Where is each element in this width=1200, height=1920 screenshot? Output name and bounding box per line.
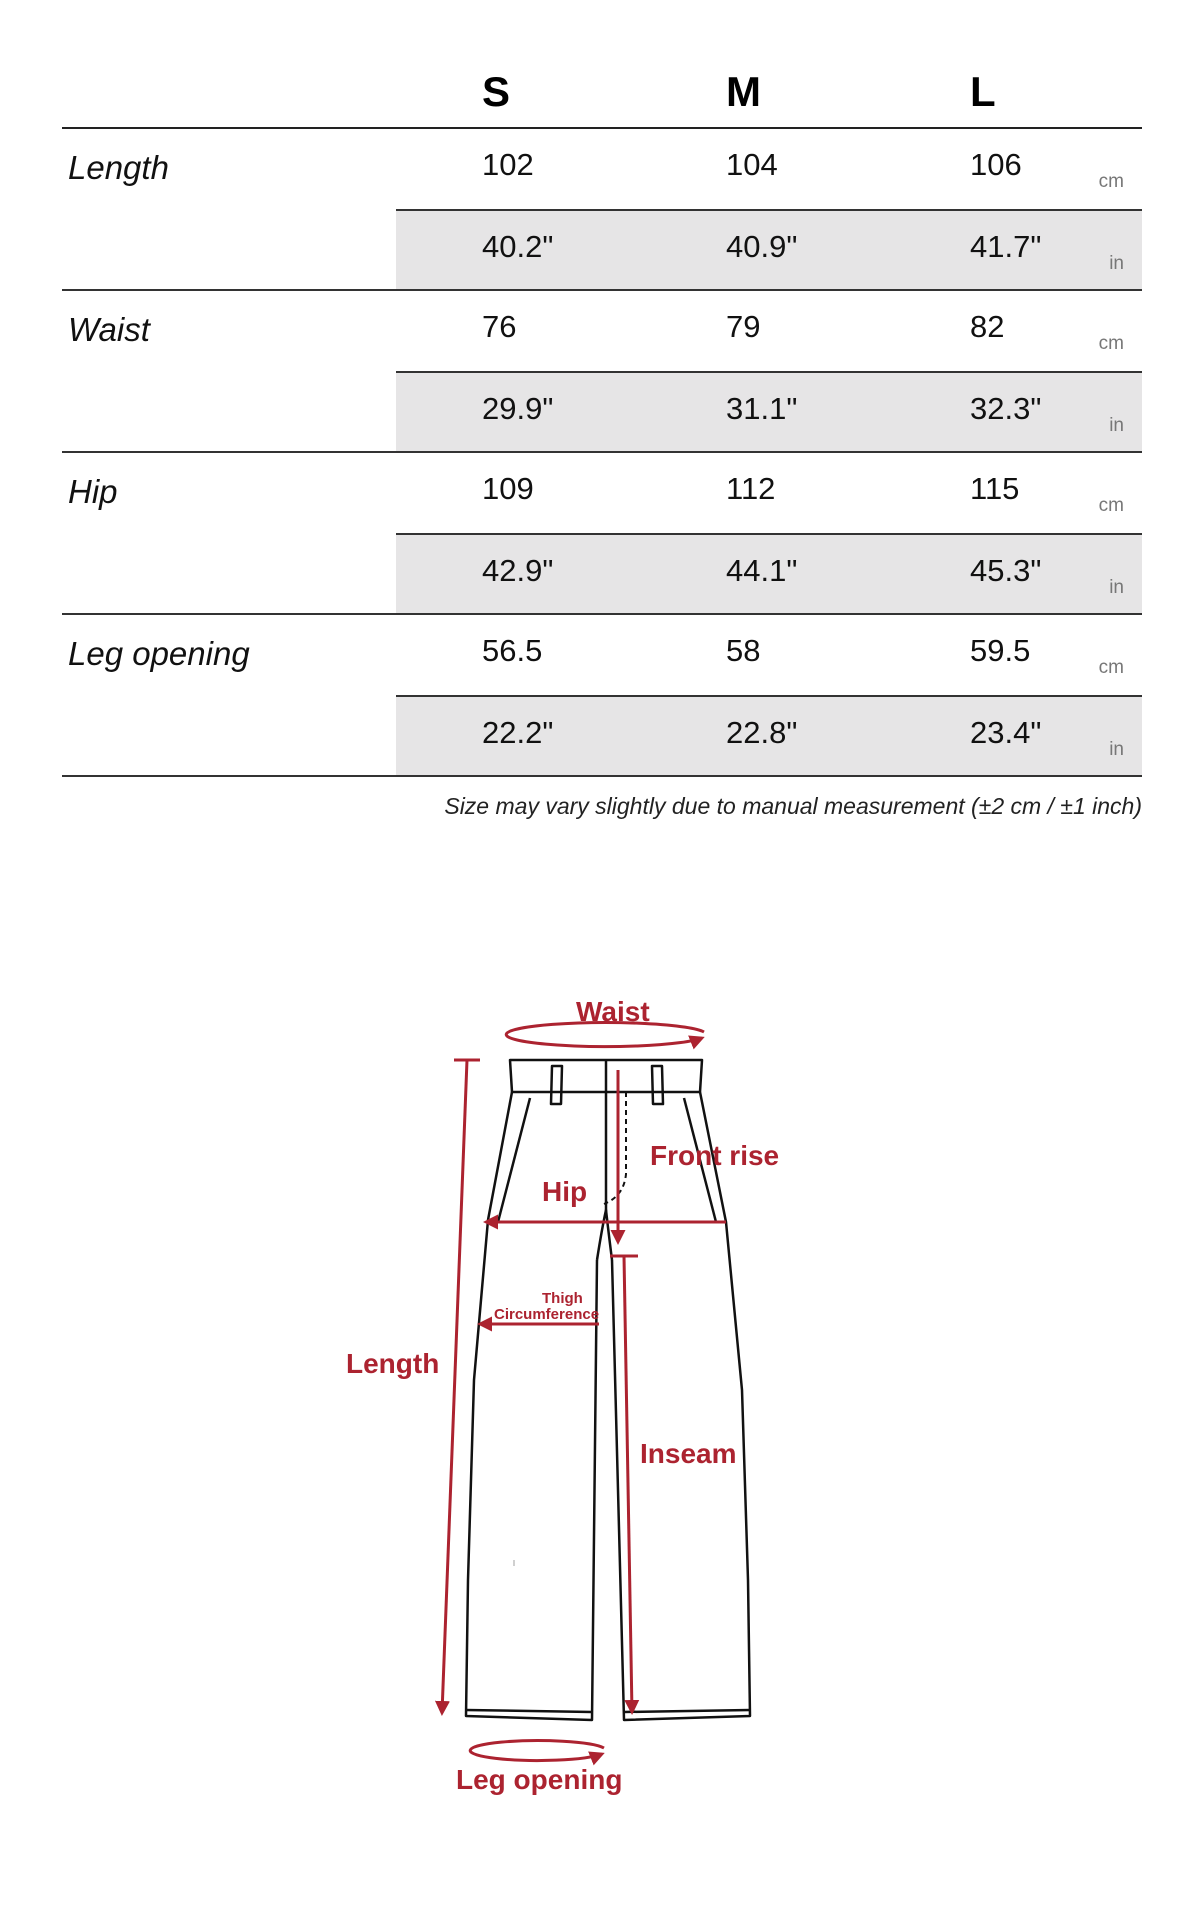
unit-in: in (1109, 415, 1124, 436)
unit-in: in (1109, 577, 1124, 598)
label-front-rise: Front rise (650, 1140, 780, 1171)
length-in-row (396, 211, 1142, 291)
length-in-s: 40.2" (482, 229, 554, 264)
row-group-waist (62, 291, 1142, 453)
size-header-row (62, 60, 1142, 128)
pocket-left (498, 1098, 530, 1222)
unit-cm: cm (1098, 171, 1124, 192)
label-inseam: Inseam (640, 1438, 737, 1469)
leg-opening-in-row (396, 697, 1142, 777)
measure-label-hip: Hip (68, 473, 118, 510)
hip-in-s: 42.9" (482, 553, 554, 588)
unit-in: in (1109, 739, 1124, 760)
leg-opening-cm-m: 58 (726, 633, 761, 668)
leg-opening-in-s: 22.2" (482, 715, 554, 750)
hem-right (624, 1710, 750, 1712)
hip-cm-row (396, 453, 1142, 533)
waist-in-row (396, 373, 1142, 453)
measurement-lines (442, 1023, 726, 1761)
row-group-hip (62, 453, 1142, 615)
leg-opening-cm-s: 56.5 (482, 633, 543, 668)
leg-opening-in-l: 23.4" (970, 715, 1042, 750)
row-group-length (62, 129, 1142, 291)
length-cm-s: 102 (482, 147, 534, 182)
waist-in-s: 29.9" (482, 391, 554, 426)
crotch (597, 1210, 612, 1260)
label-waist: Waist (576, 996, 650, 1027)
measure-label-leg-opening: Leg opening (68, 635, 250, 672)
waist-cm-row (396, 291, 1142, 371)
waist-in-l: 32.3" (970, 391, 1042, 426)
label-leg-opening: Leg opening (456, 1764, 623, 1795)
waist-cm-s: 76 (482, 309, 517, 344)
measure-label-waist: Waist (68, 311, 150, 348)
unit-in: in (1109, 253, 1124, 274)
size-header-m: M (726, 68, 761, 115)
leg-opening-measure (470, 1741, 604, 1761)
right-leg (612, 1092, 750, 1720)
pants-measurement-diagram (300, 960, 860, 1800)
hip-in-l: 45.3" (970, 553, 1042, 588)
leg-opening-cm-row (396, 615, 1142, 695)
length-in-m: 40.9" (726, 229, 798, 264)
label-circumference: Circumference (494, 1306, 600, 1323)
fly-stitch (604, 1092, 626, 1204)
waist-in-m: 31.1" (726, 391, 798, 426)
measurement-note: Size may vary slightly due to manual measurement (±2 cm / ±1 inch) (444, 793, 1142, 819)
waist-cm-m: 79 (726, 309, 761, 344)
hip-cm-l: 115 (970, 471, 1020, 506)
hem-left (466, 1710, 592, 1712)
label-length: Length (346, 1348, 440, 1379)
label-hip: Hip (542, 1176, 588, 1207)
length-cm-row (396, 129, 1142, 209)
measure-label-length: Length (68, 149, 169, 186)
hip-in-row (396, 535, 1142, 615)
length-in-l: 41.7" (970, 229, 1042, 264)
size-header-l: L (970, 68, 996, 115)
length-cm-m: 104 (726, 147, 778, 182)
hip-in-m: 44.1" (726, 553, 798, 588)
inseam-measure (624, 1256, 632, 1712)
hip-cm-s: 109 (482, 471, 534, 506)
length-measure (442, 1060, 467, 1713)
belt-loop-right (652, 1066, 663, 1104)
size-header-s: S (482, 68, 511, 115)
leg-opening-cm-l: 59.5 (970, 633, 1031, 668)
leg-opening-in-m: 22.8" (726, 715, 798, 750)
size-table (62, 0, 1142, 819)
hip-cm-m: 112 (726, 471, 776, 506)
label-thigh: Thigh (542, 1290, 583, 1307)
unit-cm: cm (1098, 333, 1124, 354)
length-cm-l: 106 (970, 147, 1022, 182)
belt-loop-left (551, 1066, 562, 1104)
waist-cm-l: 82 (970, 309, 1005, 344)
unit-cm: cm (1098, 657, 1124, 678)
row-group-leg-opening (62, 615, 1142, 777)
group-divider (62, 775, 1142, 777)
pants-illustration (300, 960, 860, 1800)
unit-cm: cm (1098, 495, 1124, 516)
